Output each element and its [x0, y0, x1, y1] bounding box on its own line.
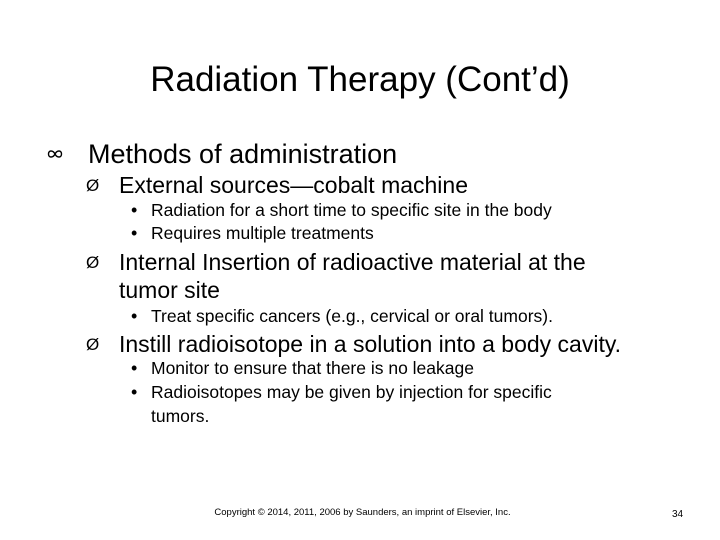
- item-external-sources: External sources—cobalt machine: [119, 172, 468, 198]
- arrow-bullet-icon: Ø: [86, 335, 100, 354]
- bullet-icon: •: [131, 306, 138, 326]
- bullet-icon: •: [131, 358, 138, 378]
- item-instill-radioisotope: Instill radioisotope in a solution into a body cavity.: [119, 331, 622, 357]
- slide-title: Radiation Therapy (Cont’d): [150, 60, 570, 99]
- bullet-icon: •: [131, 382, 138, 402]
- arrow-bullet-icon: Ø: [86, 253, 100, 272]
- page-number: 34: [672, 509, 684, 520]
- copyright-footer: Copyright © 2014, 2011, 2006 by Saunders, an imprint of Elsevier, Inc.: [214, 507, 511, 518]
- sub-item: Monitor to ensure that there is no leakage: [151, 358, 474, 378]
- item-internal-insertion-cont: tumor site: [119, 277, 220, 303]
- sub-item: Treat specific cancers (e.g., cervical or oral tumors).: [151, 306, 553, 326]
- sub-item: Radiation for a short time to specific site in the body: [151, 200, 552, 220]
- sub-item: Radioisotopes may be given by injection for specific: [151, 382, 552, 402]
- sub-item: Requires multiple treatments: [151, 223, 374, 243]
- infinity-icon: [47, 147, 63, 161]
- sub-item-cont: tumors.: [151, 406, 210, 426]
- item-internal-insertion: Internal Insertion of radioactive material at the: [119, 249, 586, 275]
- level1-methods: Methods of administration: [88, 139, 398, 169]
- bullet-icon: •: [131, 223, 138, 243]
- bullet-icon: •: [131, 200, 138, 220]
- arrow-bullet-icon: Ø: [86, 176, 100, 195]
